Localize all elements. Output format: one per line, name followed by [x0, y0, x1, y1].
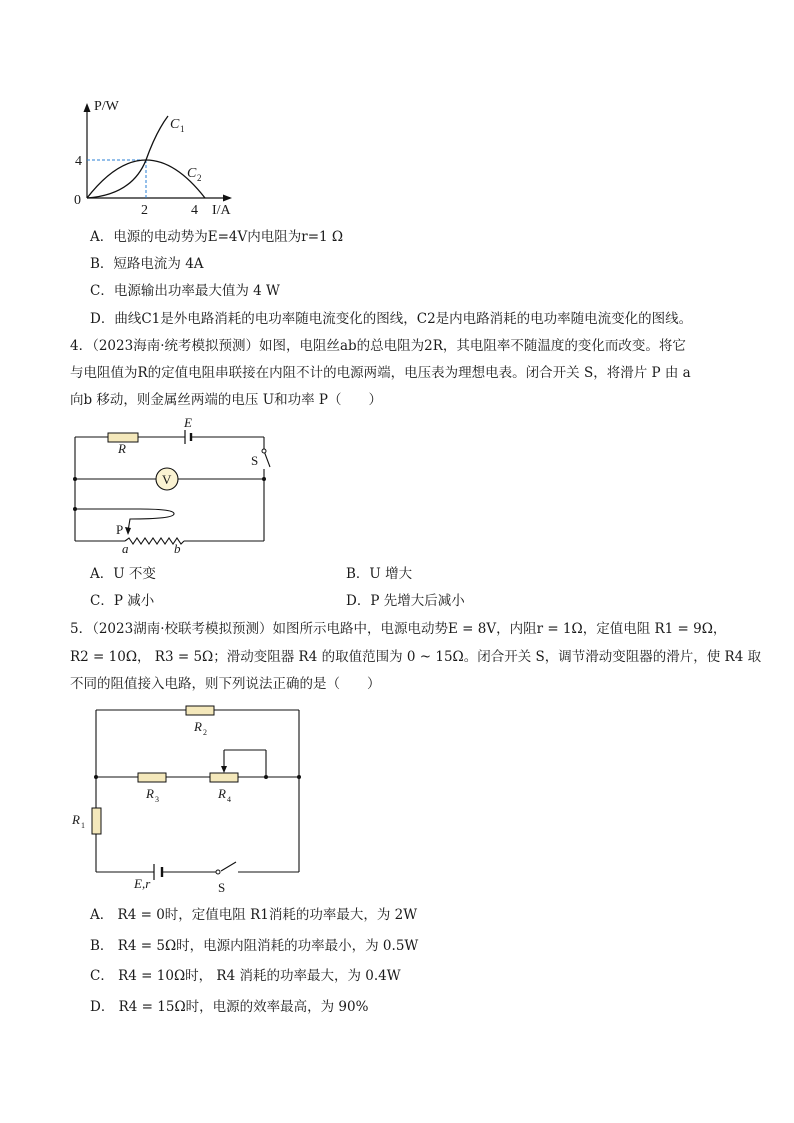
battery-e-label: E — [184, 415, 192, 430]
switch-s-label: S — [251, 453, 259, 468]
svg-text:4: 4 — [227, 795, 231, 804]
y-axis-label: P/W — [94, 99, 119, 114]
q4-option-a: A．U 不变 — [90, 566, 156, 582]
curve-c1-sub: 1 — [180, 124, 185, 134]
point-a-label: a — [122, 541, 129, 555]
voltmeter-label: V — [162, 472, 172, 487]
q5-stem-line-3: 不同的阻值接入电路，则下列说法正确的是（ ） — [70, 676, 381, 692]
q5-option-a: A． R4 = 0时，定值电阻 R1消耗的功率最大，为 2W — [90, 907, 418, 923]
q4-circuit-diagram — [70, 415, 275, 555]
q4-option-b: B．U 增大 — [346, 566, 413, 582]
switch-s-label-q5: S — [218, 880, 226, 895]
battery-er-label: E,r — [134, 876, 151, 891]
r1-label: R — [72, 812, 80, 827]
curve-c2-sub: 2 — [197, 173, 202, 183]
r2-label: R — [194, 719, 202, 734]
q4-stem-line-2: 与电阻值为R的定值电阻串联接在内阻不计的电源两端，电压表为理想电表。闭合开关 S，将滑片 P 由 a — [70, 365, 691, 381]
y-tick-4: 4 — [75, 154, 82, 169]
q3-option-d: D．曲线C1是外电路消耗的电功率随电流变化的图线，C2是内电路消耗的电功率随电流变化的图线。 — [90, 311, 693, 327]
svg-text:2: 2 — [203, 728, 207, 737]
x-tick-4: 4 — [191, 203, 198, 218]
origin-label: 0 — [74, 193, 81, 208]
q3-option-c: C．电源输出功率最大值为 4 W — [90, 283, 280, 299]
power-current-graph — [70, 90, 250, 220]
q5-option-c: C． R4 = 10Ω时， R4 消耗的功率最大，为 0.4W — [90, 968, 401, 984]
q4-stem-line-1: 4．（2023海南·统考模拟预测）如图，电阻丝ab的总电阻为2R，其电阻率不随温度的变化而改变。将它 — [70, 338, 686, 354]
q5-stem-line-1: 5．（2023湖南·校联考模拟预测）如图所示电路中，电源电动势E = 8V，内阻r = 1Ω，定值电阻 R1 = 9Ω， — [70, 621, 727, 637]
x-axis-label: I/A — [212, 203, 231, 218]
q4-option-d: D．P 先增大后减小 — [346, 593, 465, 609]
q4-stem-line-3: 向b 移动，则金属丝两端的电压 U和功率 P（ ） — [70, 392, 382, 408]
slider-p-label: P — [116, 522, 124, 537]
x-tick-2: 2 — [141, 203, 148, 218]
q5-option-b: B． R4 = 5Ω时，电源内阻消耗的功率最小，为 0.5W — [90, 938, 419, 954]
point-b-label: b — [174, 541, 181, 555]
r4-label: R — [218, 786, 226, 801]
q3-option-b: B．短路电流为 4A — [90, 256, 204, 272]
q5-circuit-diagram — [70, 698, 315, 895]
curve-c1-label: C — [170, 117, 180, 132]
svg-text:3: 3 — [155, 795, 159, 804]
q3-option-a: A．电源的电动势为E=4V内电阻为r=1 Ω — [90, 229, 344, 245]
q5-option-d: D． R4 = 15Ω时，电源的效率最高，为 90% — [90, 999, 369, 1015]
svg-text:1: 1 — [81, 821, 85, 830]
r3-label: R — [146, 786, 154, 801]
q4-option-c: C．P 减小 — [90, 593, 155, 609]
resistor-r-label: R — [118, 441, 126, 456]
q5-stem-line-2: R2 = 10Ω， R3 = 5Ω；滑动变阻器 R4 的取值范围为 0 ~ 15Ω。闭合开关 S，调节滑动变阻器的滑片，使 R4 取 — [70, 649, 762, 665]
curve-c2-label: C — [187, 166, 197, 181]
